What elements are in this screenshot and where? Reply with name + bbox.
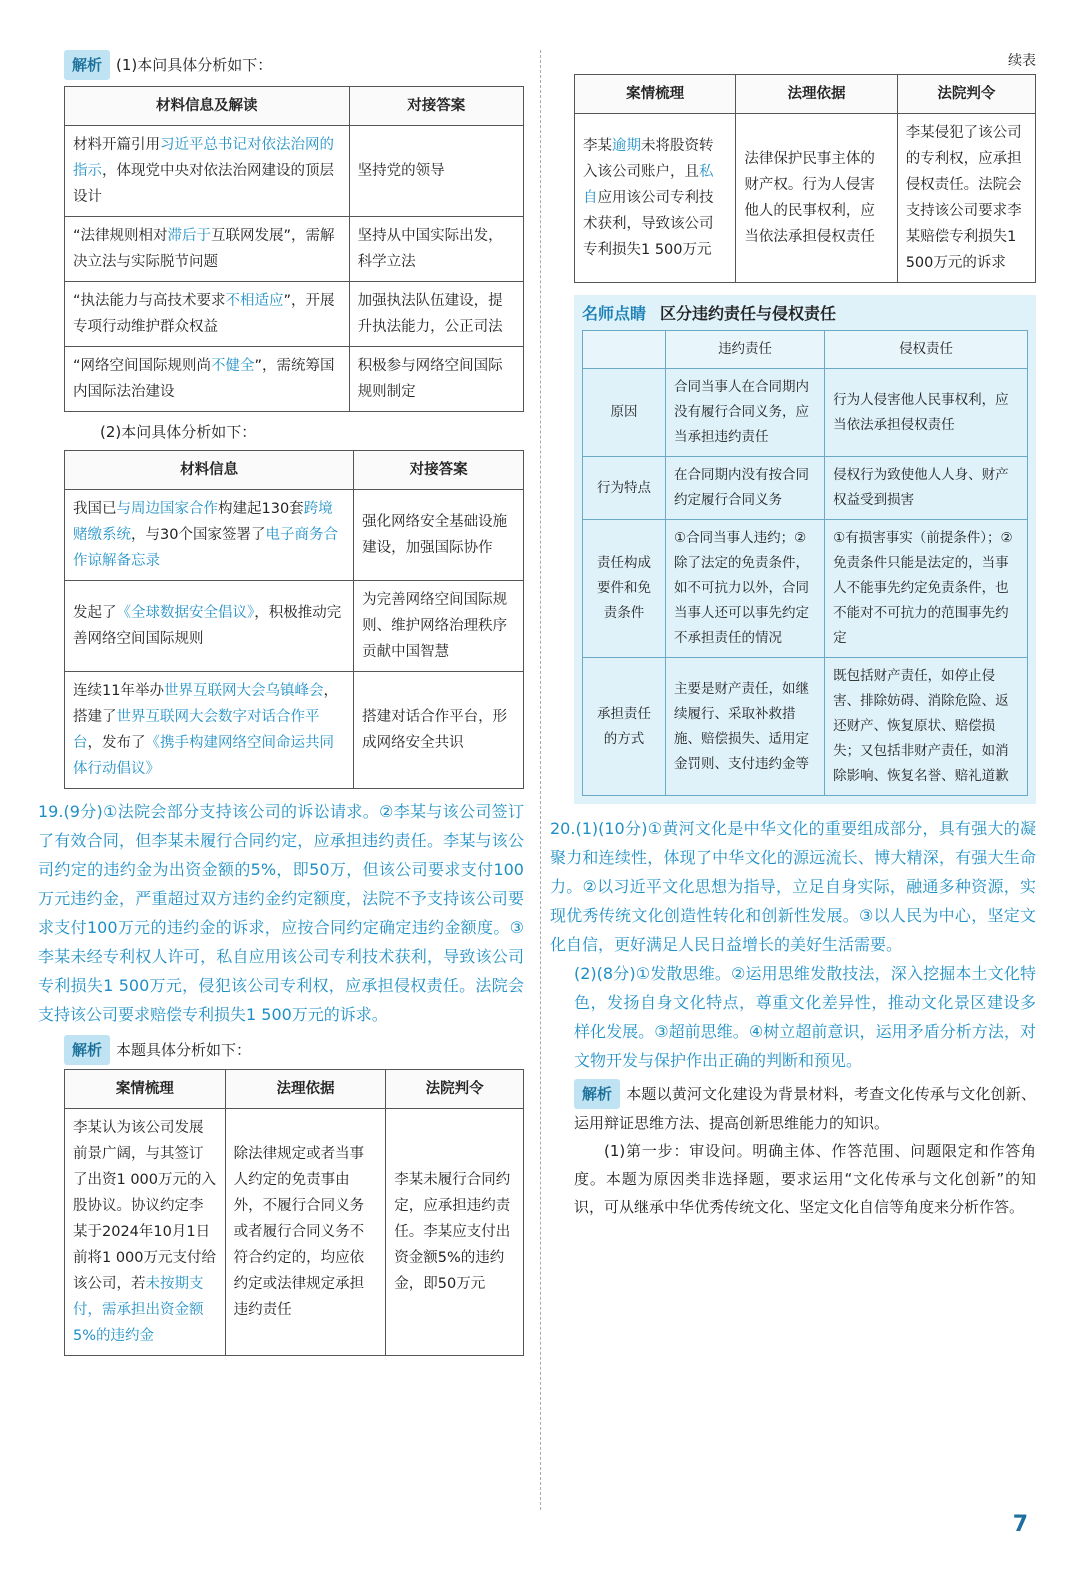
table-cell: 李某未履行合同约定，应承担违约责任。李某应支付出资金额5%的违约金，即50万元 xyxy=(386,1109,524,1356)
table-row xyxy=(583,457,1028,520)
table-header: 法理依据 xyxy=(225,1070,386,1109)
table-cell: 李某侵犯了该公司的专利权，应承担侵权责任。法院会支持该公司要求李某赔偿专利损失1 500万元的诉求 xyxy=(897,114,1035,283)
analysis1-table xyxy=(64,86,524,412)
question-20-part1: (1)(10分)①黄河文化是中华文化的重要组成部分，具有强大的凝聚力和连续性，体现了中华文化的源远流长、博大精深，有强大生命力。②以习近平文化思想为指导，立足自身实际，融通多种资源，实现优秀传统文化创造性转化和创新性发展。③以人民为中心，坚定文化自信，更好满足人民日益增长的美好生活需要。 xyxy=(550,819,1036,954)
table-cell: 法律保护民事主体的财产权。行为人侵害他人的民事权利，应当依法承担侵权责任 xyxy=(736,114,897,283)
table-row xyxy=(65,581,524,672)
teacher-note-label: 名师点睛 xyxy=(582,304,647,323)
table-cell: 坚持从中国实际出发，科学立法 xyxy=(349,217,523,282)
table-row xyxy=(583,369,1028,457)
row-header: 行为特点 xyxy=(583,457,666,520)
table-cell: ①合同当事人违约；②除了法定的免责条件，如不可抗力以外，合同当事人还可以事先约定不承担责任的情况 xyxy=(666,520,825,658)
table-cell: 搭建对话合作平台，形成网络安全共识 xyxy=(354,672,524,789)
table-cell: 加强执法队伍建设，提升执法能力，公正司法 xyxy=(349,282,523,347)
table-row xyxy=(65,672,524,789)
table-row xyxy=(65,490,524,581)
table-cell: 在合同期内没有按合同约定履行合同义务 xyxy=(666,457,825,520)
table-cell: “法律规则相对滞后于互联网发展”，需解决立法与实际脱节问题 xyxy=(65,217,350,282)
question-19-answer xyxy=(38,797,524,1029)
table-cell: 侵权行为致使他人人身、财产权益受到损害 xyxy=(825,457,1028,520)
analysis2-table xyxy=(64,450,524,789)
table-cell: “执法能力与高技术要求不相适应”，开展专项行动维护群众权益 xyxy=(65,282,350,347)
teacher-note-title xyxy=(582,301,1028,324)
table-header: 法理依据 xyxy=(736,75,897,114)
continued-table xyxy=(574,74,1036,283)
right-column xyxy=(550,50,1036,1221)
table-row xyxy=(65,217,524,282)
analysis3-heading xyxy=(64,1035,524,1065)
table-row xyxy=(575,114,1036,283)
table-cell: 主要是财产责任，如继续履行、采取补救措施、赔偿损失、适用定金罚则、支付违约金等 xyxy=(666,658,825,796)
table-cell: “网络空间国际规则尚不健全”，需统筹国内国际法治建设 xyxy=(65,347,350,412)
question-20-part2: (2)(8分)①发散思维。②运用思维发散技法，深入挖掘本土文化特色，发扬自身文化特点，尊重文化差异性，推动文化景区建设多样化发展。③超前思维。④树立超前意识，运用矛盾分析方法，对文物开发与保护作出正确的判断和预见。 xyxy=(574,964,1036,1070)
table-cell: 行为人侵害他人民事权利，应当依法承担侵权责任 xyxy=(825,369,1028,457)
teacher-note-table xyxy=(582,330,1028,796)
analysis3-intro: 本题具体分析如下： xyxy=(116,1041,252,1059)
table-cell: 除法律规定或者当事人约定的免责事由外，不履行合同义务或者履行合同义务不符合约定的，均应依约定或法律规定承担违约责任 xyxy=(225,1109,386,1356)
row-header: 承担责任的方式 xyxy=(583,658,666,796)
teacher-note-heading: 区分违约责任与侵权责任 xyxy=(660,304,837,323)
table-header: 法院判令 xyxy=(897,75,1035,114)
table-header: 材料信息 xyxy=(65,451,354,490)
analysis2-intro: (2)本问具体分析如下： xyxy=(100,423,257,441)
table-header: 材料信息及解读 xyxy=(65,87,350,126)
table-cell: 强化网络安全基础设施建设，加强国际协作 xyxy=(354,490,524,581)
table-header: 案情梳理 xyxy=(575,75,736,114)
table-cell: 为完善网络空间国际规则、维护网络治理秩序贡献中国智慧 xyxy=(354,581,524,672)
q20-analysis-step1: (1)第一步：审设问。明确主体、作答范围、问题限定和作答角度。本题为原因类非选择题，要求运用“文化传承与文化创新”的知识，可从继承中华优秀传统文化、坚定文化自信等角度来分析作答。 xyxy=(574,1142,1036,1216)
analysis1-heading xyxy=(64,50,524,80)
table-header: 法院判令 xyxy=(386,1070,524,1109)
page-number: 7 xyxy=(1012,1512,1028,1537)
table-cell: 材料开篇引用习近平总书记对依法治网的指示，体现党中央对依法治网建设的顶层设计 xyxy=(65,126,350,217)
table-header: 违约责任 xyxy=(666,331,825,369)
table-cell: 我国已与周边国家合作构建起130套跨境赌缴系统，与30个国家签署了电子商务合作谅解备忘录 xyxy=(65,490,354,581)
table-row xyxy=(583,658,1028,796)
table-row xyxy=(65,126,524,217)
table-cell: 积极参与网络空间国际规则制定 xyxy=(349,347,523,412)
column-divider xyxy=(540,50,541,1510)
question-number: 19. xyxy=(38,802,64,821)
q20-analysis xyxy=(574,1079,1036,1137)
left-column xyxy=(38,50,524,1356)
table-cell: 发起了《全球数据安全倡议》，积极推动完善网络空间国际规则 xyxy=(65,581,354,672)
table-row xyxy=(583,520,1028,658)
row-header: 原因 xyxy=(583,369,666,457)
question-20-answer xyxy=(550,814,1036,959)
table-cell: 连续11年举办世界互联网大会乌镇峰会，搭建了世界互联网大会数字对话合作平台，发布了《携手构建网络空间命运共同体行动倡议》 xyxy=(65,672,354,789)
analysis3-table xyxy=(64,1069,524,1356)
row-header: 责任构成要件和免责条件 xyxy=(583,520,666,658)
question-19-text: (9分)①法院会部分支持该公司的诉讼请求。②李某与该公司签订了有效合同，但李某未履行合同约定，应承担违约责任。李某与该公司约定的违约金为出资金额的5%，即50万，但该公司要求支付100万元违约金，严重超过双方违约金约定额度，法院不予支持该公司要求支付100万元的违约金的诉求，应按合同约定确定违约金额度。③李某未经专利权人许可，私自应用该公司专利技术获利，导致该公司专利损失1 500万元，侵犯该公司专利权，应承担侵权责任。法院会支持该公司要求赔偿专利损失1 500万元的诉求。 xyxy=(38,802,524,1024)
analysis-tag: 解析 xyxy=(64,50,110,80)
teacher-note-box xyxy=(574,295,1036,804)
table-header: 侵权责任 xyxy=(825,331,1028,369)
table-cell: 李某认为该公司发展前景广阔，与其签订了出资1 000万元的入股协议。协议约定李某于2024年10月1日前将1 000万元支付给该公司，若未按期支付，需承担出资金额5%的违约金 xyxy=(65,1109,226,1356)
table-cell: 既包括财产责任，如停止侵害、排除妨碍、消除危险、返还财产、恢复原状、赔偿损失；又包括非财产责任，如消除影响、恢复名誉、赔礼道歉 xyxy=(825,658,1028,796)
q20-analysis-text: 本题以黄河文化建设为背景材料，考查文化传承与文化创新、运用辩证思维方法、提高创新思维能力的知识。 xyxy=(574,1085,1036,1132)
table-cell: 李某逾期未将股资转入该公司账户，且私自应用该公司专利技术获利，导致该公司专利损失1 500万元 xyxy=(575,114,736,283)
question-number: 20. xyxy=(550,819,576,838)
analysis1-intro: (1)本问具体分析如下： xyxy=(116,56,273,74)
table-cell: ①有损害事实（前提条件）；②免责条件只能是法定的，当事人不能事先约定免责条件，也不能对不可抗力的范围事先约定 xyxy=(825,520,1028,658)
table-header xyxy=(583,331,666,369)
table-row xyxy=(65,347,524,412)
table-cell: 合同当事人在合同期内没有履行合同义务，应当承担违约责任 xyxy=(666,369,825,457)
analysis-tag: 解析 xyxy=(64,1035,110,1065)
table-header: 对接答案 xyxy=(349,87,523,126)
continued-label: 续表 xyxy=(1008,53,1036,69)
table-header: 对接答案 xyxy=(354,451,524,490)
analysis-tag: 解析 xyxy=(574,1079,620,1109)
table-row xyxy=(65,1109,524,1356)
table-cell: 坚持党的领导 xyxy=(349,126,523,217)
table-header: 案情梳理 xyxy=(65,1070,226,1109)
table-row xyxy=(65,282,524,347)
